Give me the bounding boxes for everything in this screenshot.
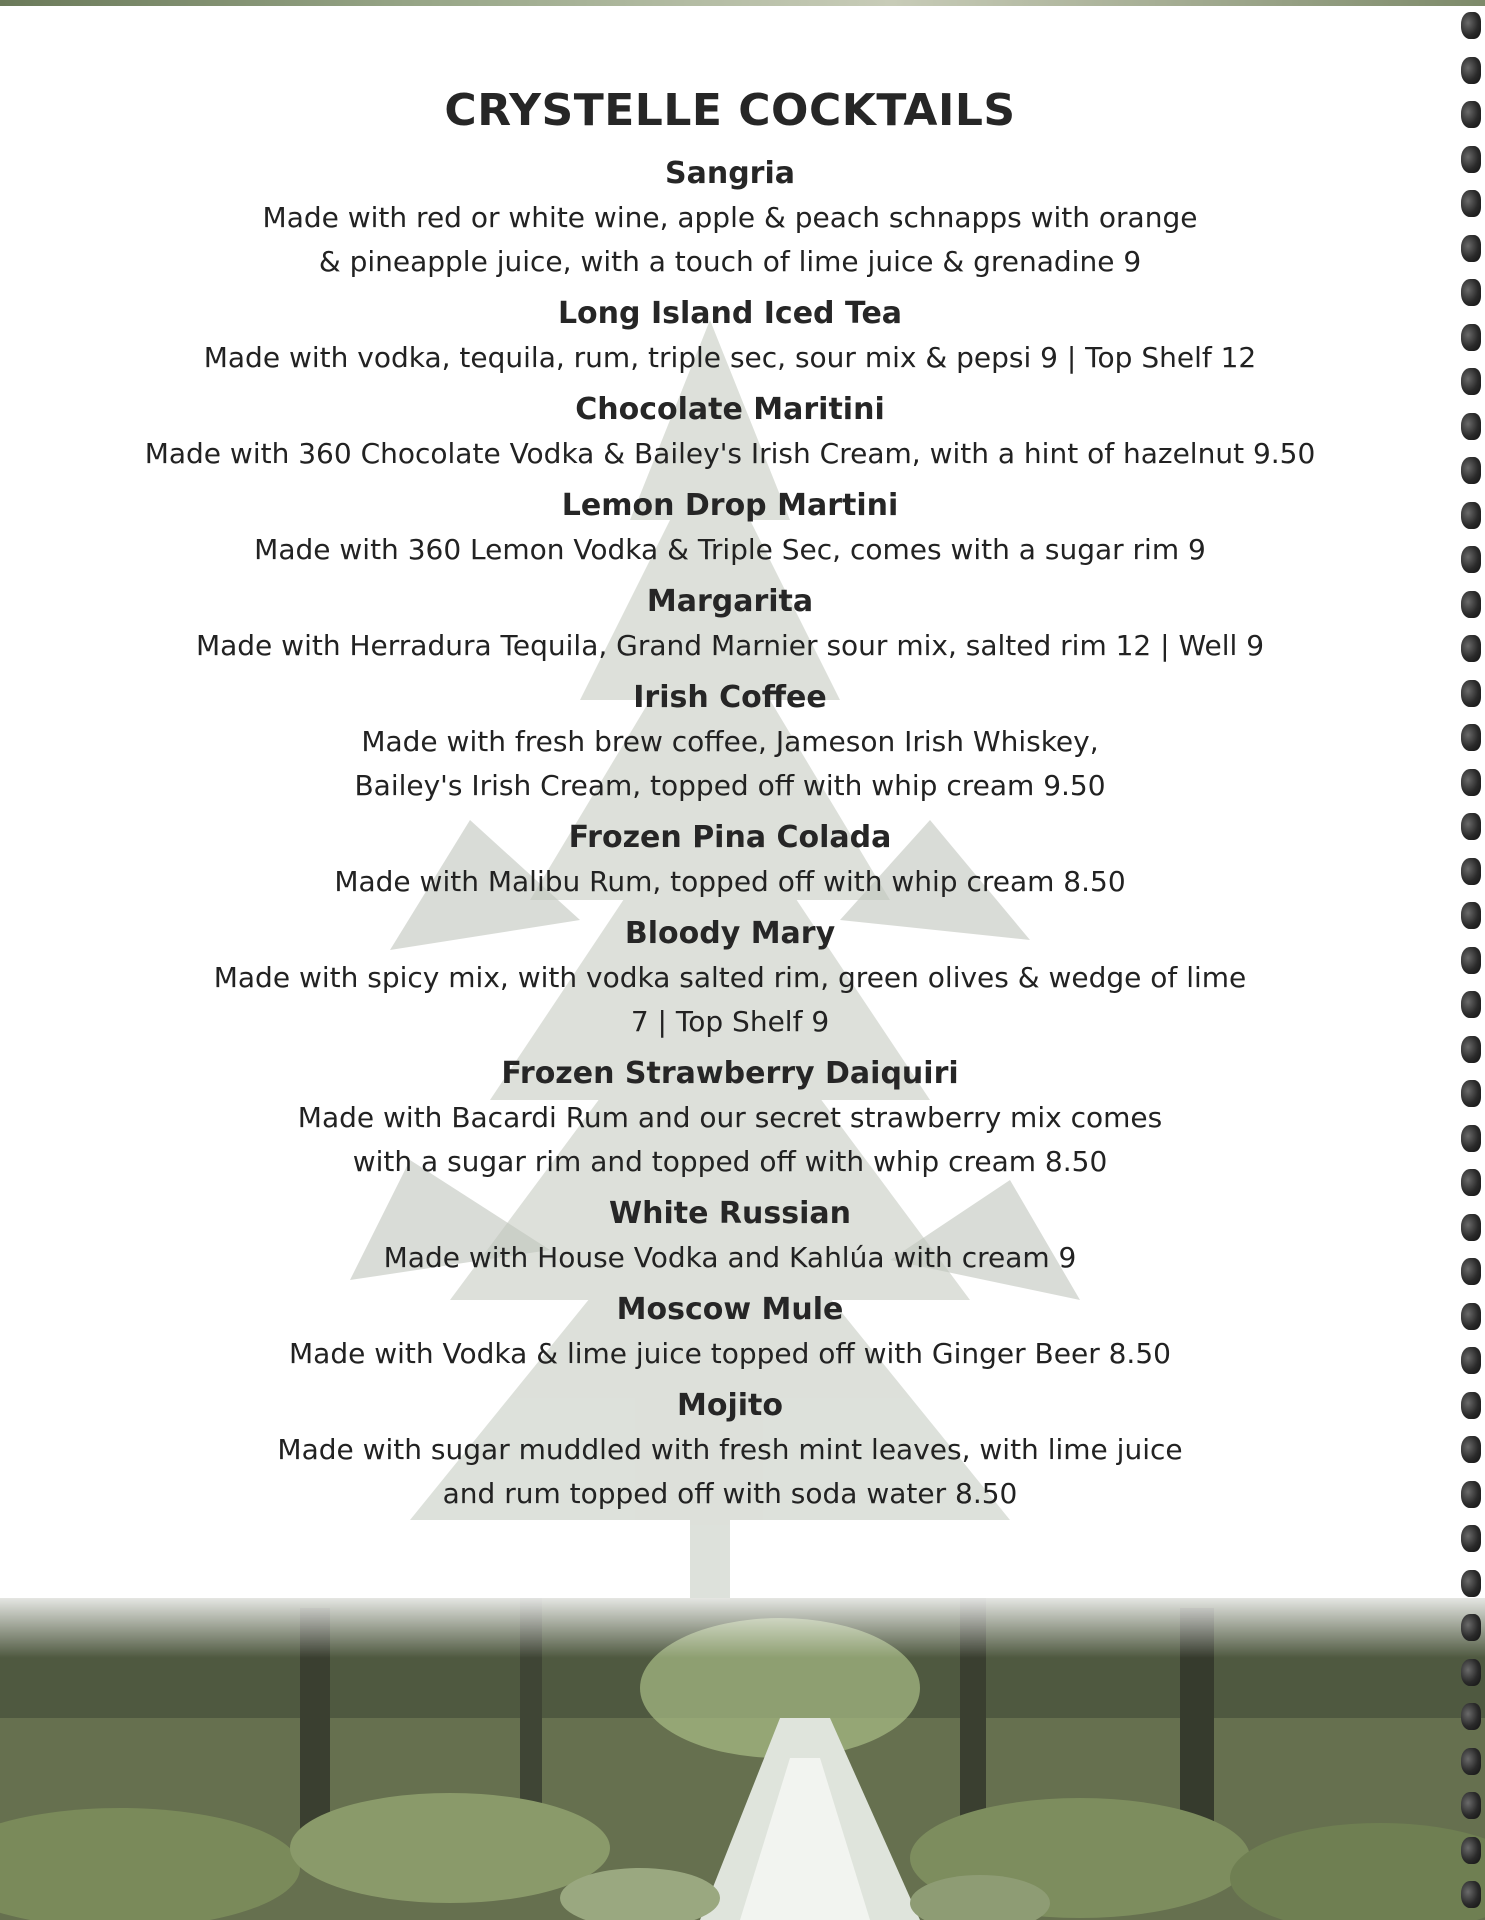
cocktail-menu <box>60 78 1400 1524</box>
binding-ring <box>1461 680 1481 707</box>
item-name: Mojito <box>677 1388 783 1423</box>
item-name: Sangria <box>664 156 795 191</box>
binding-ring <box>1461 324 1481 351</box>
binding-ring <box>1461 813 1481 840</box>
item-description: Made with vodka, tequila, rum, triple sec, sour mix & pepsi 9 | Top Shelf 12 <box>203 341 1257 374</box>
binding-ring <box>1461 1080 1481 1107</box>
item-description: Made with fresh brew coffee, Jameson Irish Whiskey, <box>361 725 1099 758</box>
binding-ring <box>1461 1837 1481 1864</box>
menu-item-lemon-drop-martini <box>60 484 1400 572</box>
binding-ring <box>1461 146 1481 173</box>
item-description: with a sugar rim and topped off with whip cream 8.50 <box>352 1145 1108 1178</box>
item-description: Made with red or white wine, apple & peach schnapps with orange <box>262 201 1198 234</box>
binding-ring <box>1461 368 1481 395</box>
binding-ring <box>1461 1525 1481 1552</box>
item-name: Long Island Iced Tea <box>557 296 903 331</box>
forest-stream-photo <box>0 1598 1485 1920</box>
binding-ring <box>1461 546 1481 573</box>
binding-ring <box>1461 1392 1481 1419</box>
item-description: Made with Bacardi Rum and our secret strawberry mix comes <box>297 1101 1163 1134</box>
binding-ring <box>1461 190 1481 217</box>
binding-ring <box>1461 457 1481 484</box>
item-description: Made with spicy mix, with vodka salted rim, green olives & wedge of lime <box>213 961 1247 994</box>
binding-ring <box>1461 1125 1481 1152</box>
binding-ring <box>1461 724 1481 751</box>
item-name: Bloody Mary <box>624 916 836 951</box>
item-name: Irish Coffee <box>633 680 827 715</box>
item-description: Made with House Vodka and Kahlúa with cream 9 <box>383 1241 1077 1274</box>
binding-ring <box>1461 413 1481 440</box>
photo-fade <box>0 1598 1485 1658</box>
binding-ring <box>1461 1881 1481 1908</box>
binding-ring <box>1461 1036 1481 1063</box>
item-description: Made with 360 Chocolate Vodka & Bailey's Irish Cream, with a hint of hazelnut 9.50 <box>144 437 1316 470</box>
menu-item-bloody-mary <box>60 912 1400 1044</box>
binding-ring <box>1461 1347 1481 1374</box>
menu-item-sangria <box>60 152 1400 284</box>
item-description: 7 | Top Shelf 9 <box>630 1005 830 1038</box>
item-description: Made with Vodka & lime juice topped off with Ginger Beer 8.50 <box>289 1337 1171 1370</box>
menu-title: CRYSTELLE COCKTAILS <box>444 85 1016 136</box>
binding-ring <box>1461 1303 1481 1330</box>
binding-ring <box>1461 635 1481 662</box>
binding-ring <box>1461 1258 1481 1285</box>
binding-ring <box>1461 858 1481 885</box>
binding-ring <box>1461 1792 1481 1819</box>
binding-ring <box>1461 947 1481 974</box>
menu-item-long-island-iced-tea <box>60 292 1400 380</box>
menu-item-white-russian <box>60 1192 1400 1280</box>
item-name: White Russian <box>609 1196 851 1231</box>
item-name: Margarita <box>646 584 814 619</box>
item-name: Frozen Pina Colada <box>568 820 892 855</box>
binding-ring <box>1461 769 1481 796</box>
binding-ring <box>1461 12 1481 39</box>
binding-ring <box>1461 1748 1481 1775</box>
item-name: Chocolate Maritini <box>575 392 885 427</box>
item-description: Made with Herradura Tequila, Grand Marnier sour mix, salted rim 12 | Well 9 <box>195 629 1265 662</box>
binding-ring <box>1461 1169 1481 1196</box>
binding-ring <box>1461 57 1481 84</box>
binding-ring <box>1461 1436 1481 1463</box>
menu-item-mojito <box>60 1384 1400 1516</box>
item-name: Frozen Strawberry Daiquiri <box>501 1056 959 1091</box>
binding-ring <box>1461 1214 1481 1241</box>
binding-ring <box>1461 101 1481 128</box>
menu-item-frozen-pina-colada <box>60 816 1400 904</box>
item-name: Lemon Drop Martini <box>561 488 899 523</box>
top-photo-strip <box>0 0 1485 6</box>
item-description: and rum topped off with soda water 8.50 <box>442 1477 1018 1510</box>
binding-ring <box>1461 502 1481 529</box>
item-description: Made with Malibu Rum, topped off with whip cream 8.50 <box>334 865 1126 898</box>
item-description: Made with 360 Lemon Vodka & Triple Sec, comes with a sugar rim 9 <box>254 533 1206 566</box>
item-description: Made with sugar muddled with fresh mint leaves, with lime juice <box>277 1433 1183 1466</box>
binding-ring <box>1461 1614 1481 1641</box>
binding-ring <box>1461 235 1481 262</box>
binding-ring <box>1461 279 1481 306</box>
menu-item-irish-coffee <box>60 676 1400 808</box>
menu-item-chocolate-martini <box>60 388 1400 476</box>
binding-ring <box>1461 991 1481 1018</box>
binding-ring <box>1461 1659 1481 1686</box>
binding-ring <box>1461 591 1481 618</box>
binding-ring <box>1461 902 1481 929</box>
binding-ring <box>1461 1481 1481 1508</box>
binding-ring <box>1461 1570 1481 1597</box>
spiral-binding <box>1455 0 1485 1920</box>
binding-ring <box>1461 1703 1481 1730</box>
menu-item-moscow-mule <box>60 1288 1400 1376</box>
item-name: Moscow Mule <box>616 1292 844 1327</box>
item-description: Bailey's Irish Cream, topped off with whip cream 9.50 <box>354 769 1106 802</box>
menu-item-frozen-strawberry-daiquiri <box>60 1052 1400 1184</box>
menu-item-margarita <box>60 580 1400 668</box>
item-description: & pineapple juice, with a touch of lime juice & grenadine 9 <box>318 245 1142 278</box>
